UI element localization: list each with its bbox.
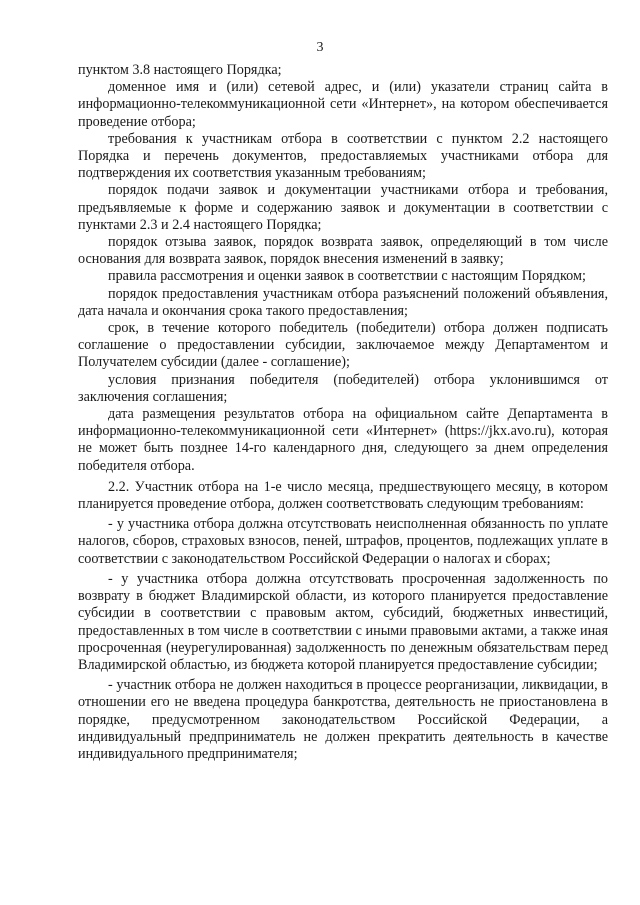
paragraph-section-2-2: 2.2. Участник отбора на 1-е число месяца, предшествующего месяцу, в котором планируется проведение отбора, должен соответствовать следующим требованиям:	[78, 478, 608, 513]
paragraph-application-procedure: порядок подачи заявок и документации участниками отбора и требования, предъявляемые к форме и содержанию заявок и документации в соответствии с пунктами 2.3 и 2.4 настоящего Порядка;	[78, 182, 608, 233]
paragraph-agreement-term: срок, в течение которого победитель (победители) отбора должен подписать соглашение о предоставлении субсидии, заключаемое между Департаментом и Получателем субсидии (далее - соглашение);	[78, 320, 608, 371]
paragraph-participant-requirements: требования к участникам отбора в соответствии с пунктом 2.2 настоящего Порядка и перечень документов, предоставляемых участниками отбора для подтверждения их соответствия указанным требованиям;	[78, 130, 608, 182]
paragraph-continuation: пунктом 3.8 настоящего Порядка;	[78, 62, 282, 78]
page-number: 3	[316, 40, 324, 55]
paragraph-evasion-conditions: условия признания победителя (победителей) отбора уклонившимся от заключения соглашения;	[78, 371, 608, 405]
paragraph-review-rules: правила рассмотрения и оценки заявок в соответствии с настоящим Порядком;	[108, 268, 586, 285]
paragraph-withdrawal-procedure: порядок отзыва заявок, порядок возврата заявок, определяющий в том числе основания для возврата заявок, порядок внесения изменений в заявку;	[78, 234, 608, 268]
paragraph-results-publication: дата размещения результатов отбора на официальном сайте Департамента в информационно-телекоммуникационной сети «Интернет» (https://jkx.avo.ru), которая не может быть позднее 14-го календарного дня, следующего за днем определения победителя отбора.	[78, 406, 608, 474]
paragraph-domain-name: доменное имя и (или) сетевой адрес, и (или) указатели страниц сайта в информационно-телекоммуникационной сети «Интернет», на котором обеспечивается проведение отбора;	[78, 79, 608, 130]
list-item-tax-obligations: - у участника отбора должна отсутствовать неисполненная обязанность по уплате налогов, сборов, страховых взносов, пеней, штрафов, процентов, подлежащих уплате в соответствии с законодательством Российской Федерации о налогах и сборах;	[78, 516, 608, 567]
list-item-reorganization: - участник отбора не должен находиться в процессе реорганизации, ликвидации, в отношении его не введена процедура банкротства, деятельность не приостановлена в порядке, предусмотренном законодательством Российской Федерации, а индивидуальный предприниматель не должен прекратить деятельность в качестве индивидуального предпринимателя;	[78, 677, 608, 762]
list-item-overdue-debt: - у участника отбора должна отсутствовать просроченная задолженность по возврату в бюджет Владимирской области, из которого планируется предоставление субсидии в соответствии с правовым актом, субсидий, бюджетных инвестиций, предоставленных в том числе в соответствии с иными правовыми актами, а также иная просроченная (неурегулированная) задолженность по денежным обязательствам перед Владимирской областью, из бюджета которой планируется предоставление субсидии;	[78, 570, 608, 673]
document-body	[78, 62, 608, 763]
paragraph-clarifications: порядок предоставления участникам отбора разъяснений положений объявления, дата начала и окончания срока такого предоставления;	[78, 285, 608, 319]
